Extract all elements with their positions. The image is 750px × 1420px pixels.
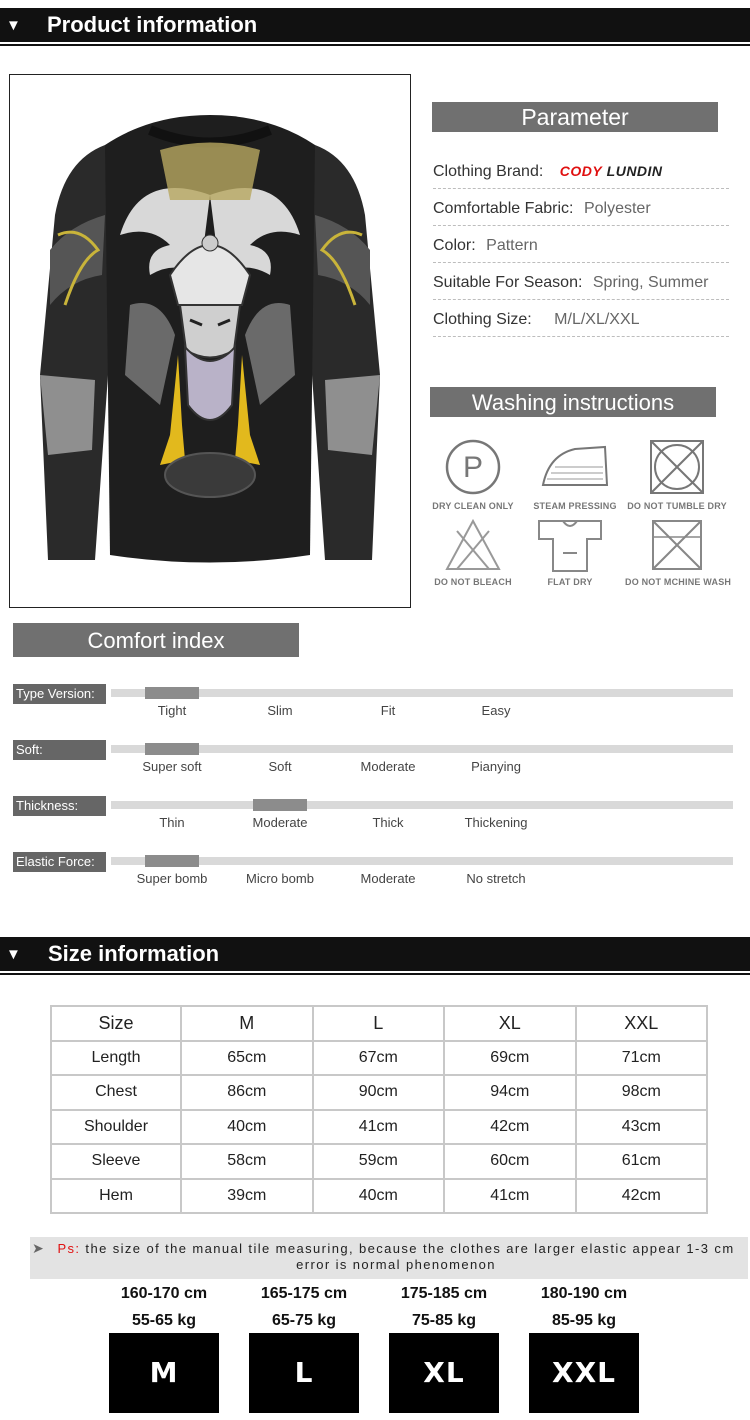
comfort-option: Thin	[159, 815, 185, 830]
table-cell: 42cm	[444, 1110, 576, 1145]
param-row-size	[433, 311, 729, 337]
table-cell: Shoulder	[51, 1110, 181, 1145]
comfort-option: Super soft	[142, 759, 202, 774]
weight-range: 65-75 kg	[271, 1312, 337, 1329]
product-info-header	[0, 8, 750, 42]
iron-icon	[535, 437, 615, 497]
table-cell: 43cm	[576, 1110, 708, 1145]
comfort-option: Thickening	[464, 815, 528, 830]
weight-range: 55-65 kg	[131, 1312, 197, 1329]
param-label: Clothing Size:	[433, 311, 532, 328]
table-cell: 67cm	[313, 1041, 445, 1076]
table-cell: Hem	[51, 1179, 181, 1214]
size-badge: XL	[389, 1333, 499, 1413]
parameter-heading: Parameter	[432, 102, 718, 132]
comfort-level-marker	[145, 687, 199, 699]
weight-range: 85-95 kg	[551, 1312, 617, 1329]
comfort-heading: Comfort index	[13, 623, 299, 657]
size-info-header	[0, 937, 750, 971]
comfort-option: Slim	[267, 703, 293, 718]
comfort-option: Tight	[157, 703, 187, 718]
comfort-label: Elastic Force:	[13, 852, 106, 872]
table-header-cell: M	[181, 1006, 313, 1041]
brand-name-part1: CODY	[559, 163, 603, 179]
size-guide-item	[389, 1285, 499, 1413]
comfort-option: Moderate	[360, 759, 416, 774]
comfort-label: Type Version:	[13, 684, 106, 704]
wash-label: DRY CLEAN ONLY	[432, 501, 514, 511]
collapse-arrow-icon: ▼	[6, 946, 21, 963]
table-cell: 65cm	[181, 1041, 313, 1076]
rash-guard-shirt-illustration	[10, 75, 410, 607]
wash-dry-clean	[421, 437, 525, 511]
param-value: Polyester	[583, 200, 651, 217]
comfort-option: Fit	[380, 703, 396, 718]
height-range: 160-170 cm	[120, 1285, 208, 1302]
no-bleach-icon	[443, 517, 503, 573]
table-cell: 40cm	[313, 1179, 445, 1214]
weight-range: 75-85 kg	[411, 1312, 477, 1329]
section-title: Product information	[47, 12, 258, 37]
table-header-row	[51, 1006, 707, 1041]
wash-label: DO NOT BLEACH	[434, 577, 512, 587]
comfort-level-marker	[145, 743, 199, 755]
comfort-option: Moderate	[360, 871, 416, 886]
table-header-cell: L	[313, 1006, 445, 1041]
note-prefix: Ps:	[57, 1241, 81, 1256]
wash-label: STEAM PRESSING	[533, 501, 617, 511]
comfort-track	[111, 745, 733, 753]
table-cell: 59cm	[313, 1144, 445, 1179]
table-cell: 39cm	[181, 1179, 313, 1214]
comfort-option: Soft	[268, 759, 292, 774]
param-value: Pattern	[486, 237, 538, 254]
table-cell: Chest	[51, 1075, 181, 1110]
table-cell: 69cm	[444, 1041, 576, 1076]
param-value: Spring, Summer	[592, 274, 709, 291]
table-cell: 61cm	[576, 1144, 708, 1179]
wash-label: DO NOT MCHINE WASH	[625, 577, 732, 587]
wash-no-bleach	[421, 517, 525, 587]
table-cell: 90cm	[313, 1075, 445, 1110]
comfort-level-marker	[253, 799, 307, 811]
table-cell: 71cm	[576, 1041, 708, 1076]
collapse-arrow-icon: ▼	[6, 17, 21, 34]
size-guide-item	[529, 1285, 639, 1413]
wash-label: FLAT DRY	[547, 577, 593, 587]
table-cell: Length	[51, 1041, 181, 1076]
flat-dry-icon	[535, 517, 605, 573]
comfort-option: Thick	[372, 815, 404, 830]
wash-no-machine	[625, 517, 732, 587]
wash-label: DO NOT TUMBLE DRY	[627, 501, 727, 511]
param-label: Comfortable Fabric:	[433, 200, 574, 217]
size-badge: XXL	[529, 1333, 639, 1413]
comfort-track	[111, 857, 733, 865]
table-cell: 60cm	[444, 1144, 576, 1179]
table-row	[51, 1041, 707, 1076]
arrow-pointer-icon: ➤	[32, 1240, 44, 1256]
table-cell: 58cm	[181, 1144, 313, 1179]
brand-name-part2: LUNDIN	[606, 163, 663, 179]
size-guide-item	[109, 1285, 219, 1413]
height-range: 180-190 cm	[540, 1285, 628, 1302]
table-cell: 41cm	[444, 1179, 576, 1214]
comfort-option: Super bomb	[136, 871, 208, 886]
comfort-option: Moderate	[252, 815, 308, 830]
param-row-season	[433, 274, 729, 300]
section-title: Size information	[48, 941, 220, 966]
size-guide-item	[249, 1285, 359, 1413]
wash-no-tumble	[625, 437, 729, 511]
table-cell: 41cm	[313, 1110, 445, 1145]
no-tumble-dry-icon	[647, 437, 707, 497]
size-badge: M	[109, 1333, 219, 1413]
table-row	[51, 1075, 707, 1110]
table-header-cell: XXL	[576, 1006, 708, 1041]
param-row-fabric	[433, 200, 729, 226]
comfort-option: No stretch	[466, 871, 526, 886]
dry-clean-icon	[443, 437, 503, 497]
comfort-option: Pianying	[471, 759, 521, 774]
param-label: Clothing Brand:	[433, 163, 544, 180]
param-label: Color:	[433, 237, 476, 254]
table-header-cell: Size	[51, 1006, 181, 1041]
param-label: Suitable For Season:	[433, 274, 583, 291]
size-table	[50, 1005, 708, 1214]
note-text	[56, 1241, 736, 1273]
table-header-cell: XL	[444, 1006, 576, 1041]
divider	[0, 44, 750, 46]
note-body: the size of the manual tile measuring, because the clothes are larger elastic appear 1-3 cm error is normal phenomenon	[80, 1241, 735, 1272]
comfort-option: Micro bomb	[246, 871, 314, 886]
height-range: 175-185 cm	[400, 1285, 488, 1302]
washing-heading: Washing instructions	[430, 387, 716, 417]
comfort-option: Easy	[481, 703, 511, 718]
dry-clean-letter: P	[462, 451, 484, 484]
table-cell: 94cm	[444, 1075, 576, 1110]
table-cell: Sleeve	[51, 1144, 181, 1179]
no-machine-wash-icon	[649, 517, 705, 573]
param-row-color	[433, 237, 729, 263]
table-cell: 98cm	[576, 1075, 708, 1110]
table-cell: 40cm	[181, 1110, 313, 1145]
table-row	[51, 1179, 707, 1214]
param-row-brand	[433, 163, 729, 189]
product-image	[9, 74, 411, 608]
param-value: M/L/XL/XXL	[554, 311, 640, 328]
comfort-label: Thickness:	[13, 796, 106, 816]
table-cell: 86cm	[181, 1075, 313, 1110]
comfort-track	[111, 801, 733, 809]
table-cell: 42cm	[576, 1179, 708, 1214]
measurement-note	[30, 1237, 748, 1279]
wash-flat-dry	[518, 517, 622, 587]
comfort-level-marker	[145, 855, 199, 867]
size-badge: L	[249, 1333, 359, 1413]
wash-steam-pressing	[523, 437, 627, 511]
height-range: 165-175 cm	[260, 1285, 348, 1302]
divider	[0, 973, 750, 975]
comfort-track	[111, 689, 733, 697]
table-row	[51, 1144, 707, 1179]
comfort-label: Soft:	[13, 740, 106, 760]
table-row	[51, 1110, 707, 1145]
